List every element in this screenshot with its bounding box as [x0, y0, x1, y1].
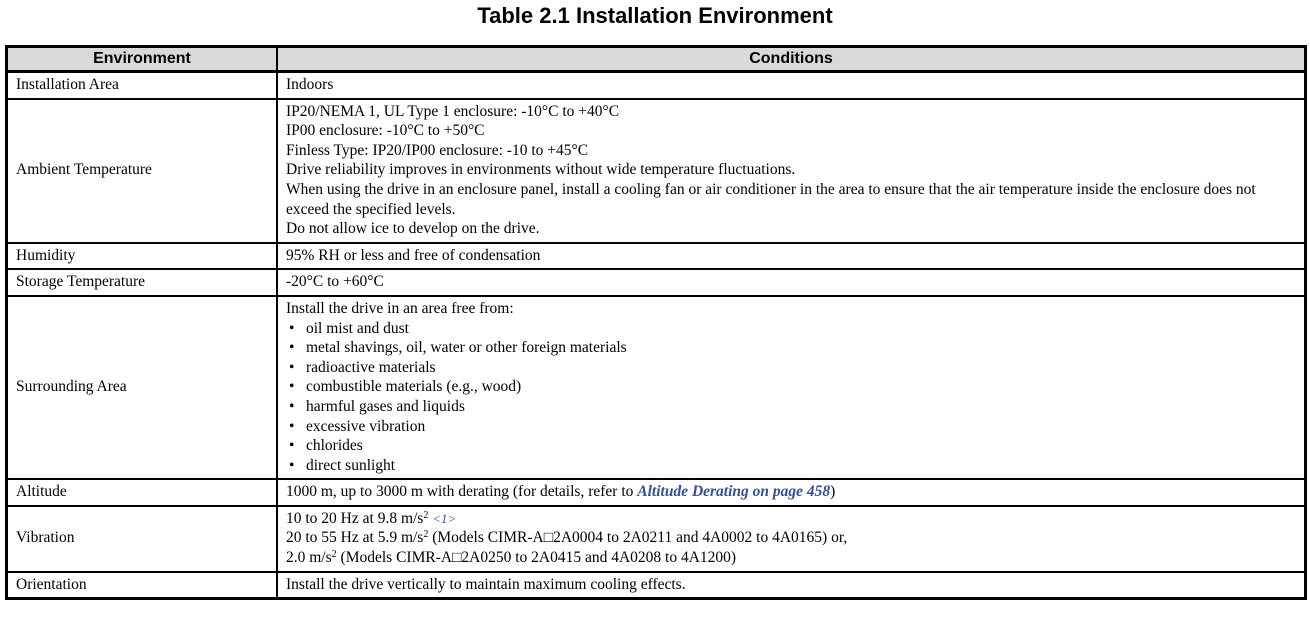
list-item: • radioactive materials [286, 358, 1296, 378]
superscript: 2 [423, 509, 429, 521]
condition-value: 95% RH or less and free of condensation [277, 243, 1306, 270]
vibration-models: (Models CIMR-A□2A0250 to 2A0415 and 4A0208 to 4A1200) [336, 549, 737, 567]
table-row [7, 269, 1306, 296]
vibration-text: 2.0 m/s [286, 549, 332, 567]
condition-line: Drive reliability improves in environments without wide temperature fluctuations. [286, 161, 796, 179]
list-item: • chlorides [286, 436, 1296, 456]
footnote-link[interactable]: <1> [432, 510, 457, 526]
list-item: • oil mist and dust [286, 319, 1296, 339]
condition-value: Install the drive vertically to maintain maximum cooling effects. [277, 572, 1306, 599]
table-row [7, 572, 1306, 599]
condition-line: When using the drive in an enclosure panel, install a cooling fan or air conditioner in the area to ensure that the air temperature inside the enclosure does not exceed the specified levels. [286, 180, 1256, 218]
table-row [7, 72, 1306, 99]
bullet-list [286, 319, 1296, 476]
table-row [7, 99, 1306, 243]
env-label: Ambient Temperature [7, 99, 278, 243]
list-item: • direct sunlight [286, 456, 1296, 476]
table-header-row [7, 47, 1306, 72]
table-row [7, 506, 1306, 572]
condition-line [286, 509, 1296, 529]
table-row [7, 479, 1306, 506]
vibration-models: (Models CIMR-A□2A0004 to 2A0211 and 4A0002 to 4A0165) or, [428, 529, 848, 547]
table-title: Table 2.1 Installation Environment [477, 3, 833, 28]
env-label: Surrounding Area [7, 296, 278, 479]
condition-intro: Install the drive in an area free from: [286, 299, 514, 317]
condition-value [277, 296, 1306, 479]
env-label: Installation Area [7, 72, 278, 99]
header-conditions: Conditions [277, 47, 1306, 72]
vibration-text: 20 to 55 Hz at 5.9 m/s [286, 529, 424, 547]
condition-value: -20°C to +60°C [277, 269, 1306, 296]
env-label: Vibration [7, 506, 278, 572]
list-item: • excessive vibration [286, 417, 1296, 437]
table-row [7, 296, 1306, 479]
altitude-suffix: ) [830, 483, 836, 501]
env-label: Storage Temperature [7, 269, 278, 296]
list-item: • combustible materials (e.g., wood) [286, 377, 1296, 397]
condition-line [286, 528, 1296, 548]
header-environment: Environment [7, 47, 278, 72]
condition-line [286, 548, 1296, 568]
condition-line: IP00 enclosure: -10°C to +50°C [286, 122, 485, 140]
condition-value: Indoors [277, 72, 1306, 99]
condition-line: Do not allow ice to develop on the drive. [286, 220, 540, 238]
superscript: 2 [331, 549, 337, 561]
condition-line: IP20/NEMA 1, UL Type 1 enclosure: -10°C to +40°C [286, 102, 620, 120]
env-label: Orientation [7, 572, 278, 599]
condition-value [277, 99, 1306, 243]
installation-environment-table [5, 45, 1307, 600]
list-item: • harmful gases and liquids [286, 397, 1296, 417]
condition-value [277, 506, 1306, 572]
env-label: Altitude [7, 479, 278, 506]
list-item: • metal shavings, oil, water or other foreign materials [286, 338, 1296, 358]
superscript: 2 [423, 529, 429, 541]
condition-value [277, 479, 1306, 506]
vibration-text: 10 to 20 Hz at 9.8 m/s [286, 509, 424, 527]
env-label: Humidity [7, 243, 278, 270]
condition-line: Finless Type: IP20/IP00 enclosure: -10 to +45°C [286, 141, 589, 159]
table-row [7, 243, 1306, 270]
altitude-prefix: 1000 m, up to 3000 m with derating (for details, refer to [286, 483, 638, 501]
altitude-derating-link[interactable]: Altitude Derating on page 458 [637, 483, 831, 501]
